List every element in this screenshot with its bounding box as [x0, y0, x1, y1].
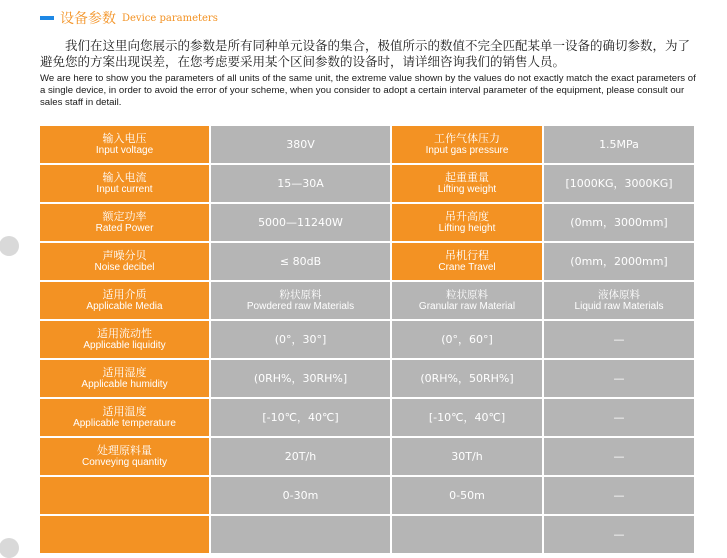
param-label-cell: [40, 243, 211, 282]
table-row: [40, 399, 696, 438]
intro-paragraph-zh: 我们在这里向您展示的参数是所有同种单元设备的集合，极值所示的数值不完全匹配某单一设备的确切参数，为了避免您的方案出现误差，在您考虑要采用某个区间参数的设备时，请详细咨询我们的销售人员。: [40, 38, 691, 69]
table-row: [40, 438, 696, 477]
media-value-zh: 粒状原料: [446, 288, 488, 301]
param-label-en: Applicable liquidity: [83, 339, 166, 351]
table-row: [40, 360, 696, 399]
param-label-en: Applicable humidity: [81, 378, 168, 390]
param-label-zh: 适用介质: [102, 287, 147, 301]
param-label-zh: 额定功率: [102, 209, 147, 223]
param-label-en: Noise decibel: [94, 261, 155, 273]
media-value-en: Granular raw Material: [418, 300, 516, 312]
param-value-cell-empty: [392, 516, 544, 555]
table-row: [40, 477, 696, 516]
param-label-en: Applicable temperature: [73, 417, 176, 429]
param-label-zh: 工作气体压力: [434, 131, 500, 145]
param-label-zh: 吊机行程: [445, 248, 489, 262]
param-label-en: Input current: [96, 183, 153, 195]
param-label-en: Input gas pressure: [425, 144, 509, 156]
param-value-cell: —: [544, 321, 696, 360]
side-dot-decoration: [0, 236, 19, 256]
param-value-cell: 0-50m: [392, 477, 544, 516]
param-label-cell: [392, 243, 544, 282]
param-label-cell: [40, 126, 211, 165]
param-label-en: Applicable Media: [86, 300, 163, 312]
param-label-cell: [40, 321, 211, 360]
side-dot-decoration: [0, 538, 19, 558]
param-value-cell: 5000—11240W: [211, 204, 392, 243]
param-value-cell: [544, 282, 696, 321]
section-header: [40, 8, 218, 28]
media-value-en: Powdered raw Materials: [246, 300, 355, 312]
param-label-cell: [40, 204, 211, 243]
param-value-cell: [1000KG，3000KG]: [544, 165, 696, 204]
param-label-cell: [40, 438, 211, 477]
param-value-cell: [392, 282, 544, 321]
table-row: [40, 516, 696, 555]
param-label-cell: [392, 126, 544, 165]
param-value-cell: 380V: [211, 126, 392, 165]
param-label-en: Input voltage: [95, 144, 154, 156]
table-row: [40, 243, 696, 282]
param-label-en: Crane Travel: [438, 261, 496, 273]
media-value-zh: 液体原料: [598, 288, 640, 301]
section-title-en: Device parameters: [122, 12, 218, 24]
param-value-cell: —: [544, 477, 696, 516]
param-label-zh: 起重重量: [445, 170, 489, 184]
param-label-zh: 吊升高度: [445, 209, 489, 223]
param-label-zh: 适用流动性: [97, 326, 152, 340]
param-value-cell: 20T/h: [211, 438, 392, 477]
param-label-cell: [40, 360, 211, 399]
param-label-cell: [40, 282, 211, 321]
parameters-table: [40, 126, 696, 555]
param-value-cell: [-10℃，40℃]: [211, 399, 392, 438]
table-row: [40, 321, 696, 360]
intro-paragraph-en: We are here to show you the parameters of all units of the same unit, the extreme value shown by the values do not exactly match the exact parameters of a single device, in order to avoid the error of your scheme, when you consider to adopt a certain interval parameter of the equipment, please consult our sales staff in detail.: [40, 73, 696, 108]
param-label-cell: [40, 399, 211, 438]
param-value-cell: (0mm，3000mm]: [544, 204, 696, 243]
param-label-zh: 输入电流: [102, 170, 147, 184]
param-value-cell: —: [544, 399, 696, 438]
param-value-cell: —: [544, 360, 696, 399]
param-label-cell: [392, 204, 544, 243]
param-value-cell: 30T/h: [392, 438, 544, 477]
table-row: [40, 204, 696, 243]
param-value-cell: (0RH%，30RH%]: [211, 360, 392, 399]
table-row: [40, 282, 696, 321]
param-label-zh: 适用湿度: [102, 365, 147, 379]
param-label-zh: 适用温度: [102, 404, 147, 418]
param-label-en: Lifting height: [438, 222, 496, 234]
param-value-cell: (0°，30°]: [211, 321, 392, 360]
param-label-cell-empty: [40, 516, 211, 555]
table-row: [40, 165, 696, 204]
param-label-zh: 处理原料量: [97, 443, 152, 457]
param-label-cell-empty: [40, 477, 211, 516]
title-marker-icon: [40, 16, 54, 20]
table-row: [40, 126, 696, 165]
param-value-cell-empty: [211, 516, 392, 555]
section-title-zh: 设备参数: [60, 11, 116, 27]
param-label-en: Lifting weight: [437, 183, 497, 195]
param-label-zh: 声噪分贝: [102, 248, 147, 262]
param-value-cell: 0-30m: [211, 477, 392, 516]
param-value-cell: [-10℃，40℃]: [392, 399, 544, 438]
param-value-cell: 15—30A: [211, 165, 392, 204]
param-label-en: Conveying quantity: [81, 456, 168, 468]
param-value-cell: —: [544, 438, 696, 477]
param-value-cell: —: [544, 516, 696, 555]
param-value-cell: ≤ 80dB: [211, 243, 392, 282]
param-label-zh: 输入电压: [102, 131, 147, 145]
param-value-cell: (0RH%，50RH%]: [392, 360, 544, 399]
param-label-en: Rated Power: [95, 222, 154, 234]
param-label-cell: [392, 165, 544, 204]
param-value-cell: (0mm，2000mm]: [544, 243, 696, 282]
media-value-en: Liquid raw Materials: [574, 300, 664, 312]
param-label-cell: [40, 165, 211, 204]
media-value-zh: 粉状原料: [279, 288, 322, 301]
param-value-cell: 1.5MPa: [544, 126, 696, 165]
param-value-cell: [211, 282, 392, 321]
param-value-cell: (0°，60°]: [392, 321, 544, 360]
